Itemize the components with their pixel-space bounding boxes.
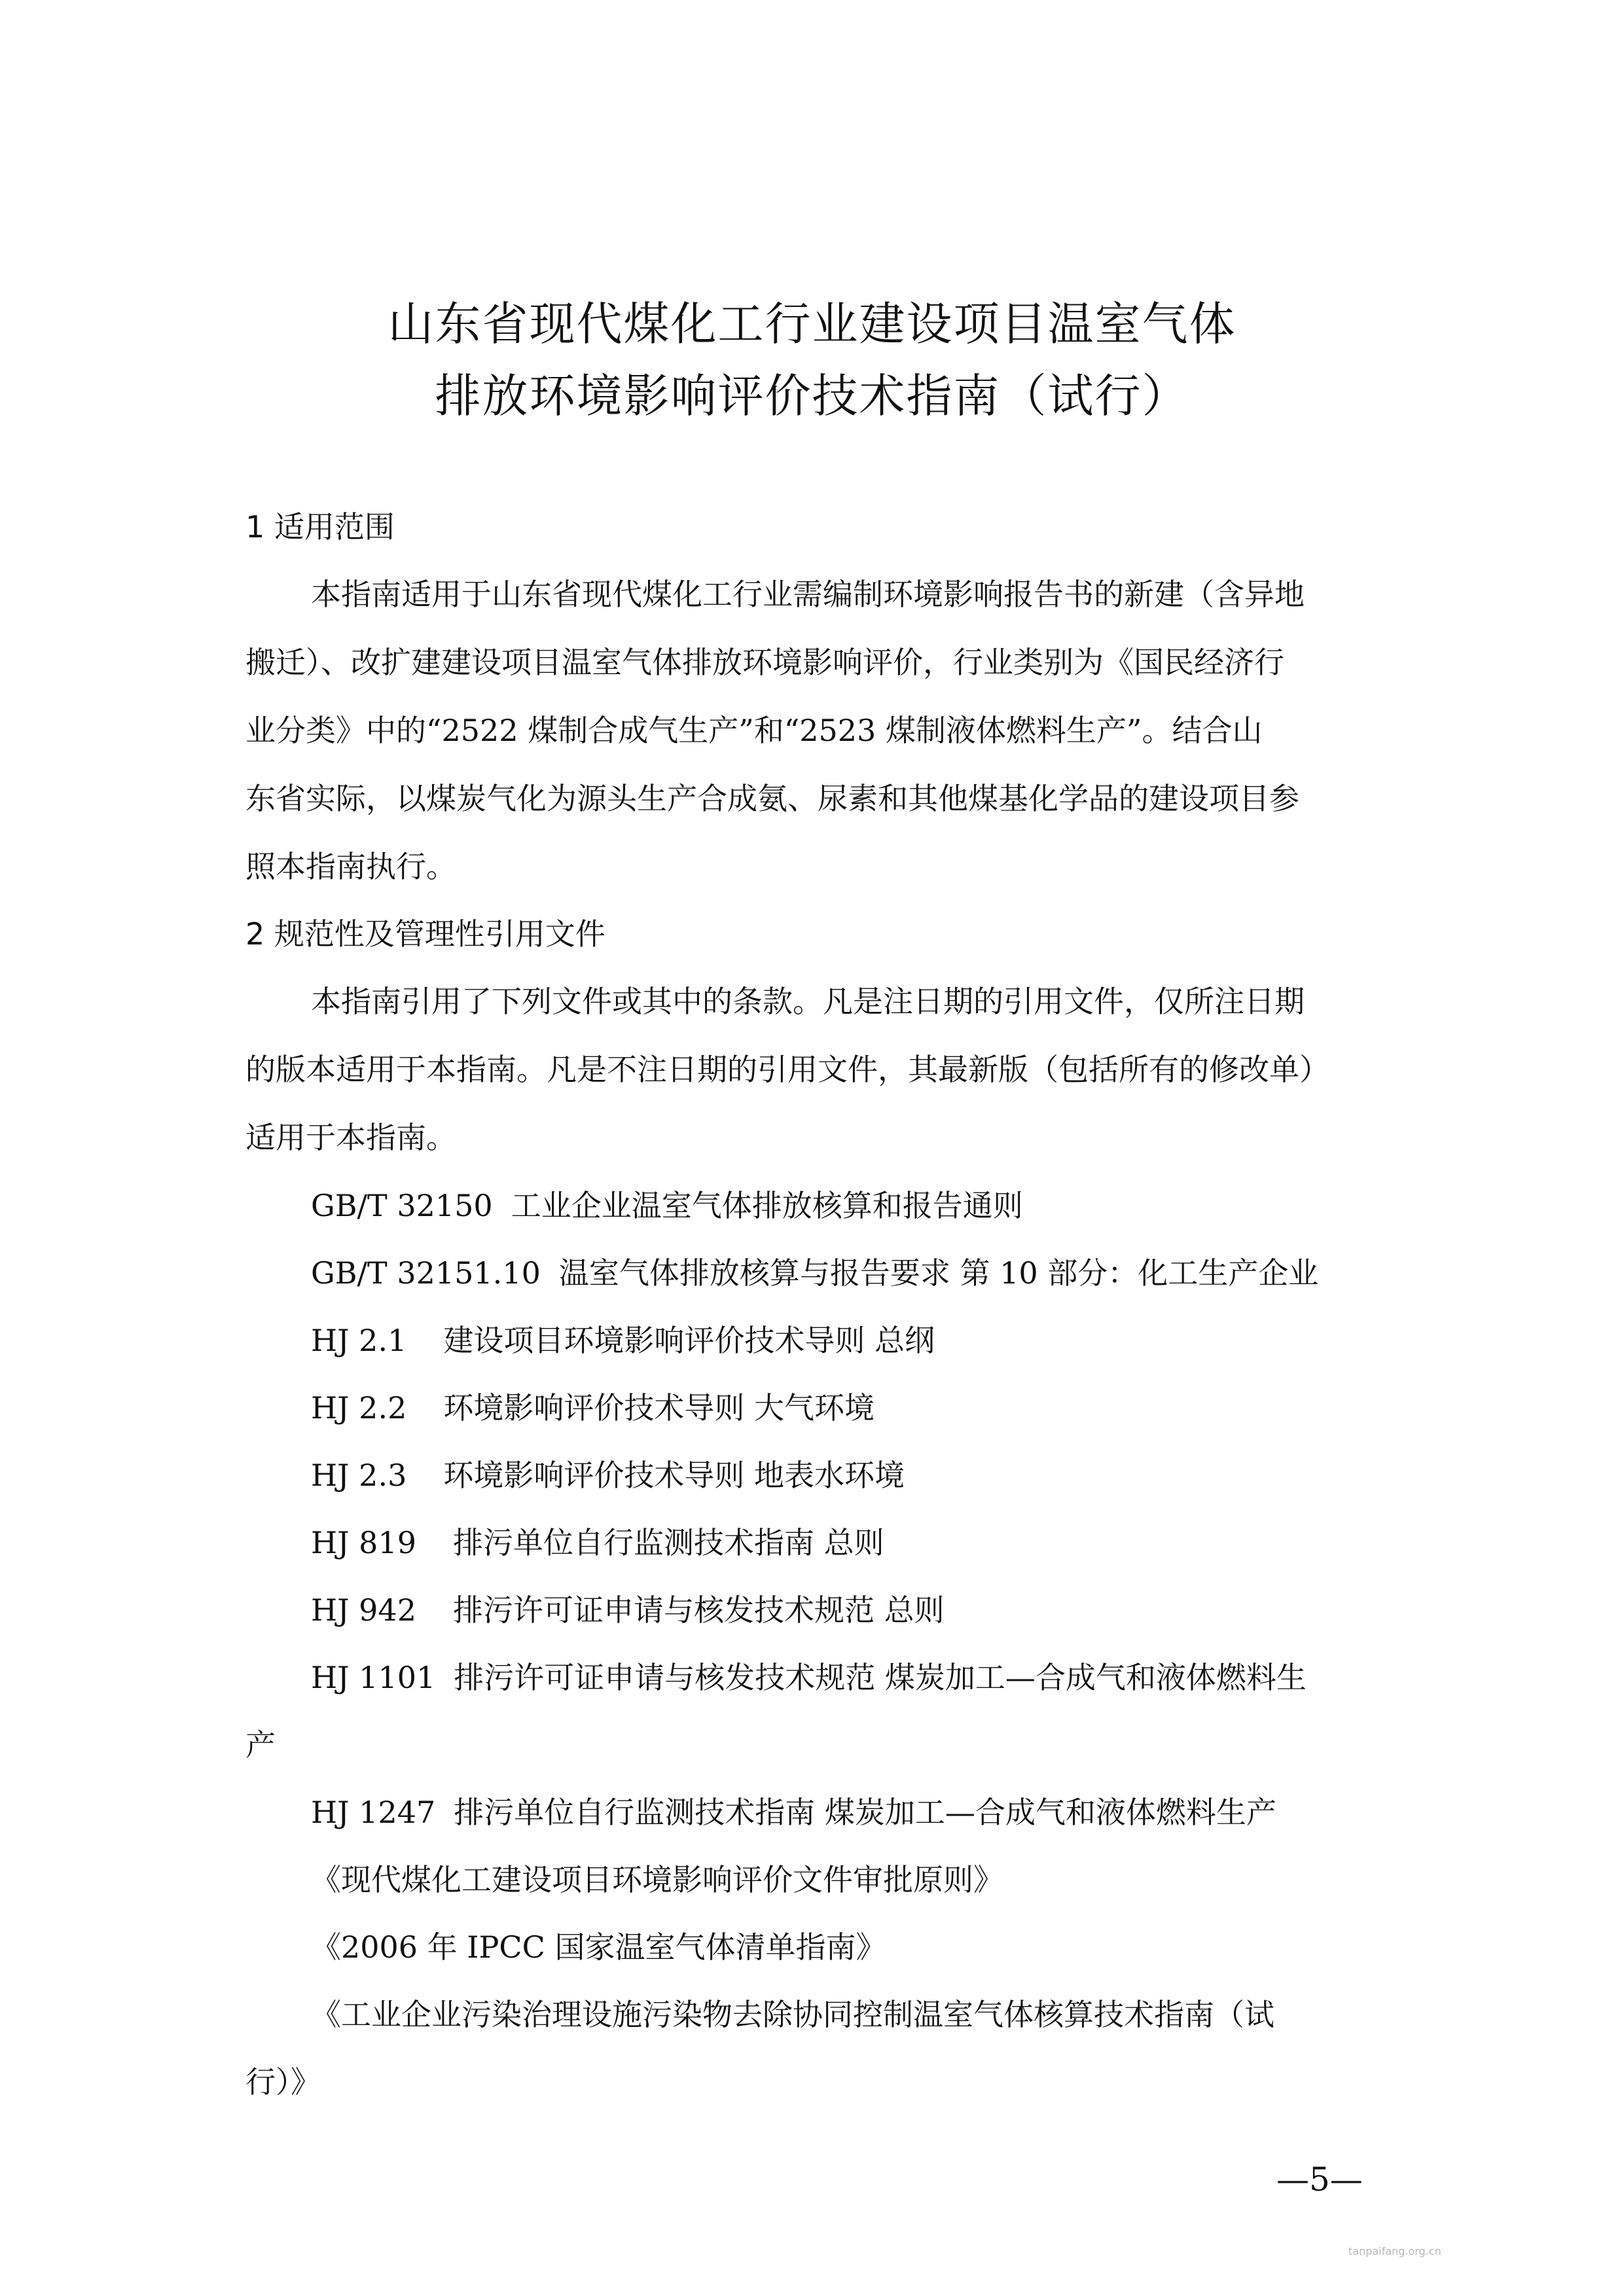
reference-item	[311, 1186, 1023, 1225]
reference-code: GB/T 32150	[311, 1188, 493, 1223]
reference-code: HJ 1101	[311, 1660, 436, 1695]
section-2-intro-line: 的版本适用于本指南。凡是不注日期的引用文件，其最新版（包括所有的修改单）	[245, 1052, 1329, 1087]
reference-item	[311, 1523, 884, 1562]
reference-title: 建设项目环境影响评价技术导则 总纲	[443, 1323, 935, 1358]
page-number: —5—	[1276, 2161, 1363, 2198]
section-1-paragraph-line: 本指南适用于山东省现代煤化工行业需编制环境影响报告书的新建（含异地	[311, 577, 1305, 612]
reference-code: GB/T 32151.10	[311, 1255, 541, 1291]
reference-code: HJ 2.1	[311, 1323, 407, 1358]
reference-code: HJ 2.3	[311, 1458, 407, 1493]
reference-item-continuation	[245, 1725, 276, 1765]
section-2-heading: 2 规范性及管理性引用文件	[245, 916, 605, 952]
reference-code: HJ 942	[311, 1592, 416, 1628]
reference-title: 环境影响评价技术导则 地表水环境	[443, 1458, 905, 1493]
reference-item	[311, 1388, 875, 1427]
document-title-line-2: 排放环境影响评价技术指南（试行）	[435, 369, 1189, 423]
document-title-line-1: 山东省现代煤化工行业建设项目温室气体	[388, 297, 1236, 351]
section-1-paragraph-line: 业分类》中的“2522 煤制合成气生产”和“2523 煤制液体燃料生产”。结合山	[245, 713, 1263, 748]
reference-item	[311, 1253, 1318, 1293]
reference-item	[311, 1590, 945, 1630]
reference-document: 《2006 年 IPCC 国家温室气体清单指南》	[311, 1929, 886, 1965]
reference-document: 《现代煤化工建设项目环境影响评价文件审批原则》	[311, 1862, 1003, 1897]
reference-title: 排污许可证申请与核发技术规范 煤炭加工—合成气和液体燃料生	[454, 1660, 1307, 1695]
reference-title: 环境影响评价技术导则 大气环境	[443, 1390, 875, 1426]
reference-title: 排污单位自行监测技术指南 煤炭加工—合成气和液体燃料生产	[454, 1795, 1276, 1830]
reference-code: HJ 2.2	[311, 1390, 407, 1426]
reference-code: HJ 1247	[311, 1795, 436, 1830]
reference-document: 《工业企业污染治理设施污染物去除协同控制温室气体核算技术指南（试	[311, 1997, 1274, 2032]
reference-item	[311, 1658, 1307, 1697]
reference-document-continuation: 行）》	[245, 2064, 321, 2100]
section-1-paragraph-line: 东省实际，以煤炭气化为源头生产合成氨、尿素和其他煤基化学品的建设项目参	[245, 781, 1299, 816]
reference-code: HJ 819	[311, 1525, 416, 1560]
section-2-intro-line: 适用于本指南。	[245, 1120, 456, 1155]
section-1-paragraph-line: 照本指南执行。	[245, 849, 456, 884]
reference-title: 排污单位自行监测技术指南 总则	[452, 1525, 884, 1560]
section-1-paragraph-line: 搬迁）、改扩建建设项目温室气体排放环境影响评价，行业类别为《国民经济行	[245, 645, 1284, 680]
reference-item	[311, 1793, 1276, 1832]
reference-title: 温室气体排放核算与报告要求 第 10 部分：化工生产企业	[558, 1255, 1319, 1291]
reference-title: 工业企业温室气体排放核算和报告通则	[511, 1188, 1023, 1223]
reference-title: 产	[245, 1727, 276, 1763]
section-1-heading: 1 适用范围	[245, 509, 395, 545]
section-2-intro-line: 本指南引用了下列文件或其中的条款。凡是注日期的引用文件，仅所注日期	[311, 984, 1305, 1019]
reference-item	[311, 1456, 905, 1495]
reference-title: 排污许可证申请与核发技术规范 总则	[452, 1592, 945, 1628]
reference-item	[311, 1321, 935, 1360]
watermark: tanpaifang.org.cn	[1348, 2245, 1441, 2257]
